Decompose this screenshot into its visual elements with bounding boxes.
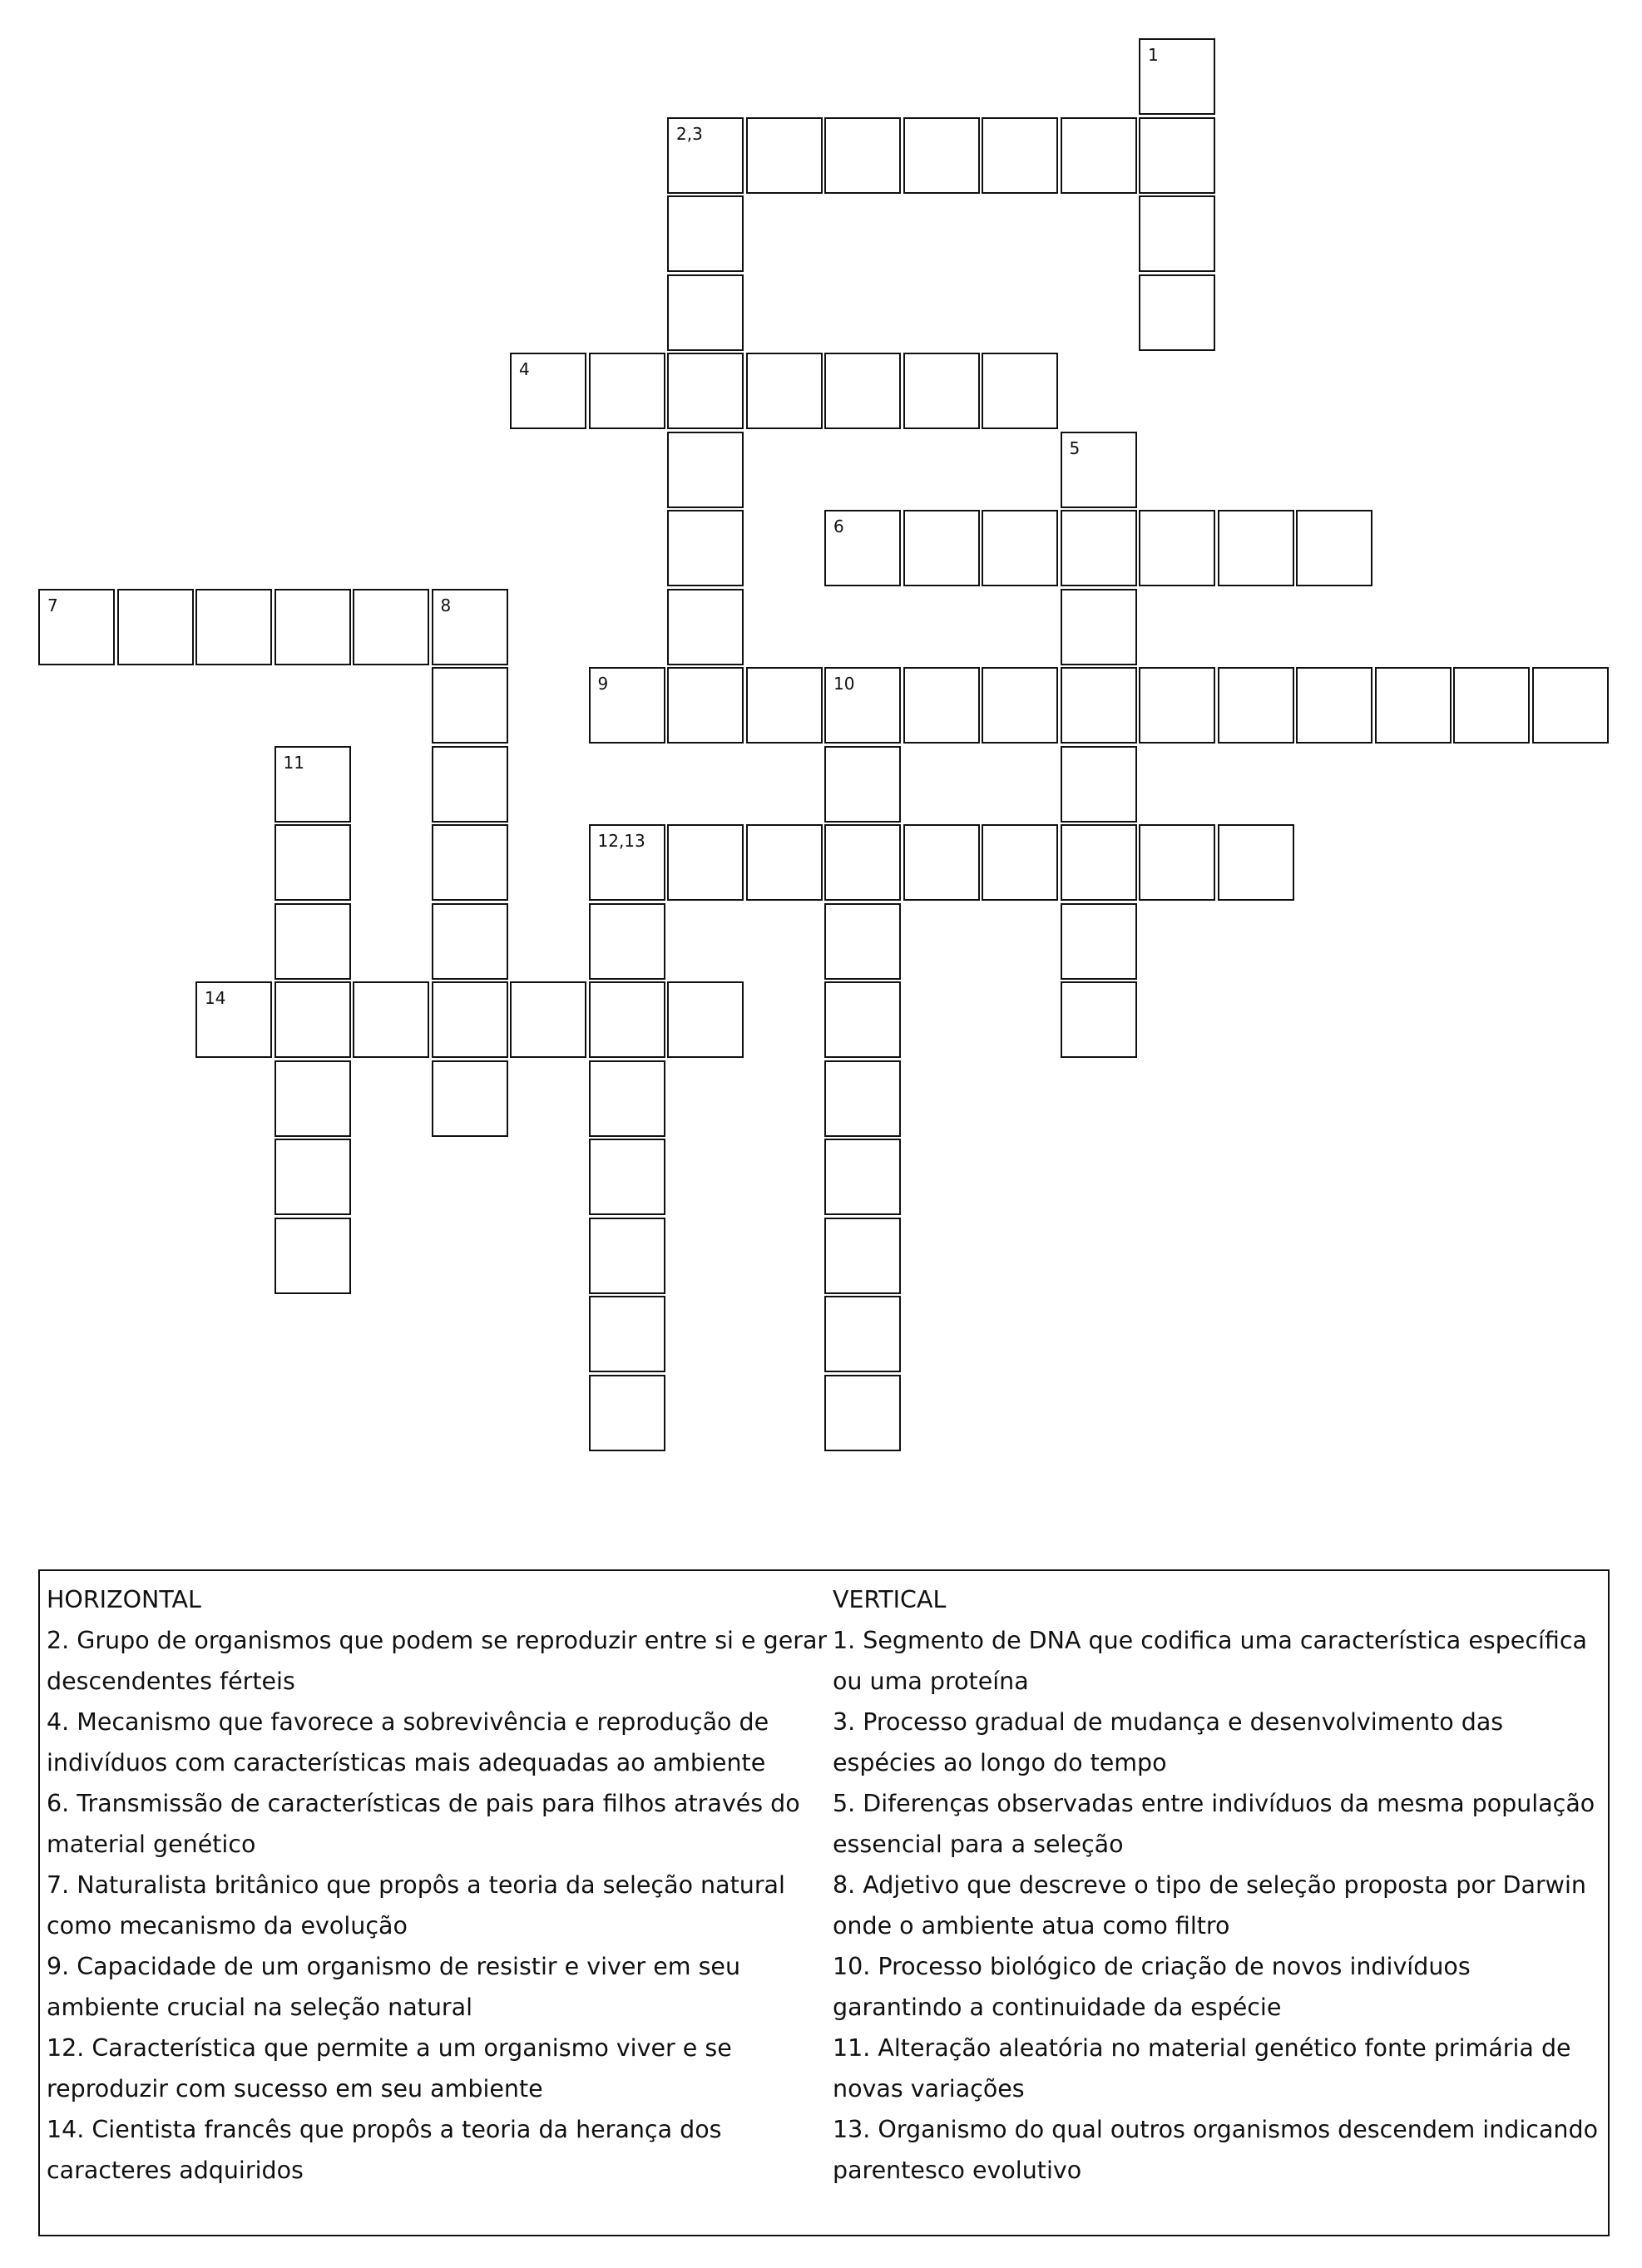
cell-number: 5: [1069, 437, 1081, 458]
crossword-cell[interactable]: [667, 510, 744, 586]
cell-number: 9: [597, 674, 609, 694]
crossword-cell[interactable]: [824, 1375, 901, 1451]
crossword-cell[interactable]: [746, 353, 823, 429]
crossword-cell[interactable]: [824, 1218, 901, 1294]
crossword-cell[interactable]: [746, 667, 823, 744]
crossword-cell[interactable]: [1139, 195, 1215, 272]
crossword-cell[interactable]: [824, 746, 901, 823]
crossword-cell[interactable]: [824, 667, 901, 744]
crossword-cell[interactable]: [824, 117, 901, 194]
crossword-cell[interactable]: [1296, 667, 1372, 744]
crossword-cell[interactable]: [667, 981, 744, 1058]
crossword-cell[interactable]: [824, 903, 901, 980]
cell-number: 8: [440, 595, 452, 615]
cell-number: 2,3: [676, 123, 703, 144]
crossword-cell[interactable]: [510, 981, 586, 1058]
vertical-heading: VERTICAL: [833, 1586, 947, 1613]
crossword-cell[interactable]: [982, 510, 1058, 586]
crossword-cell[interactable]: [38, 589, 115, 665]
crossword-cell[interactable]: [1532, 667, 1609, 744]
crossword-cell[interactable]: [1139, 824, 1215, 901]
crossword-cell[interactable]: [667, 353, 744, 429]
crossword-cell[interactable]: [1061, 510, 1137, 586]
crossword-cell[interactable]: [1061, 432, 1137, 508]
clue-vertical: 13. Organismo do qual outros organismos descendem indicando parentesco evolutivo: [833, 2116, 1599, 2184]
crossword-cell[interactable]: [274, 1060, 351, 1137]
crossword-cell[interactable]: [903, 667, 980, 744]
crossword-cell[interactable]: [903, 117, 980, 194]
crossword-cell[interactable]: [274, 1218, 351, 1294]
crossword-cell[interactable]: [824, 981, 901, 1058]
crossword-cell[interactable]: [353, 589, 429, 665]
crossword-cell[interactable]: [746, 117, 823, 194]
crossword-cell[interactable]: [903, 353, 980, 429]
crossword-cell[interactable]: [274, 824, 351, 901]
crossword-cell[interactable]: [432, 903, 508, 980]
crossword-cell[interactable]: [432, 981, 508, 1058]
crossword-cell[interactable]: [432, 589, 508, 665]
crossword-cell[interactable]: [824, 824, 901, 901]
crossword-cell[interactable]: [1375, 667, 1452, 744]
cell-number: 4: [519, 359, 530, 379]
crossword-cell[interactable]: [1061, 981, 1137, 1058]
crossword-cell[interactable]: [903, 824, 980, 901]
crossword-cell[interactable]: [432, 1060, 508, 1137]
horizontal-clues: [47, 1579, 828, 2191]
crossword-cell[interactable]: [432, 667, 508, 744]
crossword-cell[interactable]: [824, 1060, 901, 1137]
crossword-cell[interactable]: [667, 195, 744, 272]
cell-number: 11: [283, 752, 304, 773]
clue-vertical: 5. Diferenças observadas entre indivíduos da mesma população essencial para a seleção: [833, 1790, 1595, 1858]
crossword-cell[interactable]: [510, 353, 586, 429]
crossword-cell[interactable]: [589, 667, 665, 744]
clue-vertical: 1. Segmento de DNA que codifica uma característica específica ou uma proteína: [833, 1627, 1588, 1695]
crossword-cell[interactable]: [432, 824, 508, 901]
clue-vertical: 8. Adjetivo que descreve o tipo de seleção proposta por Darwin onde o ambiente atua como filtro: [833, 1871, 1586, 1939]
clue-vertical: 3. Processo gradual de mudança e desenvolvimento das espécies ao longo do tempo: [833, 1708, 1504, 1776]
crossword-cell[interactable]: [667, 117, 744, 194]
crossword-cell[interactable]: [589, 1218, 665, 1294]
crossword-cell[interactable]: [1061, 903, 1137, 980]
crossword-cell[interactable]: [1139, 274, 1215, 351]
crossword-cell[interactable]: [1296, 510, 1372, 586]
crossword-cell[interactable]: [195, 589, 272, 665]
crossword-cell[interactable]: [589, 824, 665, 901]
crossword-cell[interactable]: [667, 667, 744, 744]
crossword-cell[interactable]: [274, 746, 351, 823]
crossword-cell[interactable]: [667, 432, 744, 508]
horizontal-heading: HORIZONTAL: [47, 1586, 201, 1613]
cell-number: 6: [833, 516, 844, 536]
cell-number: 10: [833, 674, 855, 694]
crossword-cell[interactable]: [982, 117, 1058, 194]
crossword-cell[interactable]: [589, 1375, 665, 1451]
crossword-cell[interactable]: [195, 981, 272, 1058]
crossword-cell[interactable]: [274, 1139, 351, 1215]
crossword-cell[interactable]: [1139, 38, 1215, 115]
cell-number: 1: [1148, 45, 1159, 65]
crossword-cell[interactable]: [1218, 510, 1294, 586]
crossword-cell[interactable]: [1218, 824, 1294, 901]
clue-horizontal: 9. Capacidade de um organismo de resistir e viver em seu ambiente crucial na seleção natural: [47, 1953, 741, 2021]
crossword-cell[interactable]: [589, 1060, 665, 1137]
crossword-cell[interactable]: [274, 981, 351, 1058]
clue-horizontal: 12. Característica que permite a um organismo viver e se reproduzir com sucesso em seu ambiente: [47, 2034, 732, 2102]
crossword-cell[interactable]: [1061, 667, 1137, 744]
clue-horizontal: 7. Naturalista britânico que propôs a teoria da seleção natural como mecanismo da evolução: [47, 1871, 785, 1939]
crossword-cell[interactable]: [1218, 667, 1294, 744]
crossword-cell[interactable]: [824, 1139, 901, 1215]
crossword-cell[interactable]: [746, 824, 823, 901]
clue-vertical: 11. Alteração aleatória no material genético fonte primária de novas variações: [833, 2034, 1571, 2102]
crossword-cell[interactable]: [589, 1139, 665, 1215]
crossword-cell[interactable]: [274, 589, 351, 665]
crossword-cell[interactable]: [824, 510, 901, 586]
crossword-cell[interactable]: [982, 824, 1058, 901]
crossword-cell[interactable]: [667, 589, 744, 665]
crossword-cell[interactable]: [589, 981, 665, 1058]
crossword-cell[interactable]: [982, 667, 1058, 744]
clue-horizontal: 4. Mecanismo que favorece a sobrevivência e reprodução de indivíduos com características mais adequadas ao ambiente: [47, 1708, 769, 1776]
clue-vertical: 10. Processo biológico de criação de novos indivíduos garantindo a continuidade da espécie: [833, 1953, 1471, 2021]
crossword-cell[interactable]: [824, 353, 901, 429]
clue-horizontal: 2. Grupo de organismos que podem se reproduzir entre si e gerar descendentes férteis: [47, 1627, 828, 1695]
crossword-cell[interactable]: [1139, 510, 1215, 586]
cell-number: 7: [47, 595, 58, 615]
crossword-cell[interactable]: [1139, 117, 1215, 194]
vertical-clues: [833, 1579, 1606, 2191]
crossword-cell[interactable]: [1061, 589, 1137, 665]
crossword-cell[interactable]: [589, 903, 665, 980]
crossword-cell[interactable]: [1061, 117, 1137, 194]
crossword-cell[interactable]: [1061, 824, 1137, 901]
crossword-cell[interactable]: [432, 746, 508, 823]
crossword-cell[interactable]: [589, 353, 665, 429]
cell-number: 14: [205, 988, 226, 1008]
crossword-cell[interactable]: [274, 903, 351, 980]
crossword-cell[interactable]: [1453, 667, 1530, 744]
crossword-cell[interactable]: [982, 353, 1058, 429]
crossword-cell[interactable]: [824, 1296, 901, 1372]
clues-box: [38, 1569, 1610, 2236]
cell-number: 12,13: [597, 831, 645, 851]
crossword-cell[interactable]: [1061, 746, 1137, 823]
crossword-cell[interactable]: [1139, 667, 1215, 744]
crossword-cell[interactable]: [903, 510, 980, 586]
crossword-cell[interactable]: [117, 589, 194, 665]
crossword-cell[interactable]: [667, 824, 744, 901]
clue-horizontal: 14. Cientista francês que propôs a teoria da herança dos caracteres adquiridos: [47, 2116, 722, 2184]
crossword-cell[interactable]: [667, 274, 744, 351]
crossword-cell[interactable]: [589, 1296, 665, 1372]
clue-horizontal: 6. Transmissão de características de pais para filhos através do material genético: [47, 1790, 800, 1858]
crossword-cell[interactable]: [353, 981, 429, 1058]
